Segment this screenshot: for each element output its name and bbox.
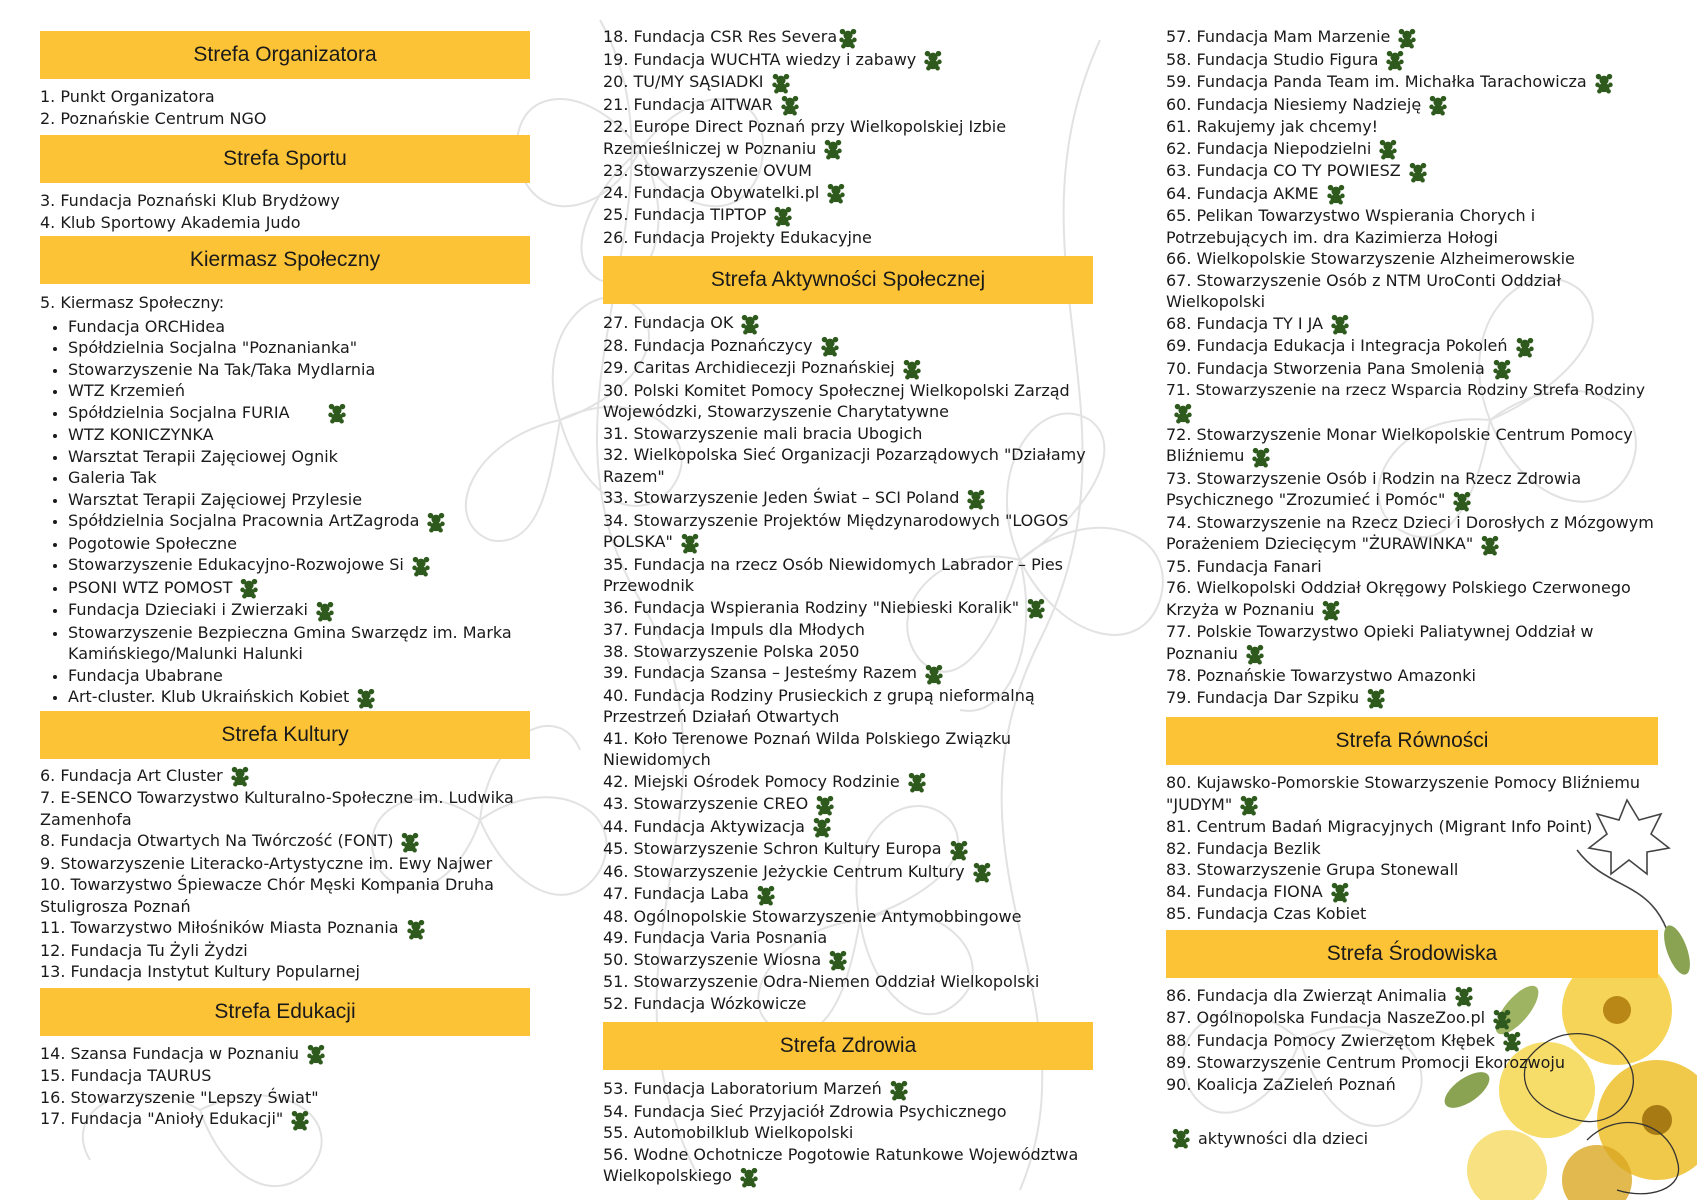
list-item: 88. Fundacja Pomocy Zwierzętom Kłębek: [1166, 1030, 1658, 1053]
list-intro: 5. Kiermasz Społeczny:: [40, 293, 225, 312]
list-item: 64. Fundacja AKME: [1166, 183, 1658, 206]
list-item: • Art-cluster. Klub Ukraińskich Kobiet: [68, 686, 530, 709]
list-item: 65. Pelikan Towarzystwo Wspierania Chorych i Potrzebujących im. dra Kazimierza Hołogi: [1166, 206, 1536, 247]
list-item: 35. Fundacja na rzecz Osób Niewidomych Labrador – Pies Przewodnik: [603, 554, 1064, 595]
section-header-zdrowia: Strefa Zdrowia: [603, 1022, 1093, 1070]
teddy-bear-icon: [1514, 336, 1536, 358]
teddy-bear-icon: [1407, 161, 1429, 183]
teddy-bear-icon: [738, 1166, 760, 1188]
teddy-bear-icon: [1491, 358, 1513, 380]
list-item: 39. Fundacja Szansa – Jesteśmy Razem: [603, 662, 1093, 685]
list-item: 60. Fundacja Niesiemy Nadzieję: [1166, 94, 1658, 117]
teddy-bear-icon: [1491, 1008, 1513, 1030]
list-item: 33. Stowarzyszenie Jeden Świat – SCI Poland: [603, 487, 1093, 510]
list-item: 15. Fundacja TAURUS: [40, 1066, 212, 1085]
list-item: 80. Kujawsko-Pomorskie Stowarzyszenie Pomocy Bliźniemu "JUDYM": [1166, 772, 1658, 816]
list-item: 90. Koalicja ZaZieleń Poznań: [1166, 1074, 1396, 1094]
list-item: 22. Europe Direct Poznań przy Wielkopolskiej Izbie Rzemieślniczej w Poznaniu: [603, 116, 1093, 160]
section-header-aktywnosci: Strefa Aktywności Społecznej: [603, 256, 1093, 304]
list-item: 17. Fundacja "Anioły Edukacji": [40, 1108, 530, 1131]
list-item: 61. Rakujemy jak chcemy!: [1166, 117, 1379, 136]
teddy-bear-icon: [819, 335, 841, 357]
list-item: 51. Stowarzyszenie Odra-Niemen Oddział Wielkopolski: [603, 972, 1040, 991]
list-item: 12. Fundacja Tu Żyli Żydzi: [40, 940, 248, 960]
section-header-srodowiska: Strefa Środowiska: [1166, 930, 1658, 978]
list-item: 16. Stowarzyszenie "Lepszy Świat": [40, 1087, 319, 1107]
list-item: 68. Fundacja TY I JA: [1166, 313, 1658, 336]
list-item: 69. Fundacja Edukacja i Integracja Pokoleń: [1166, 335, 1658, 358]
teddy-bear-icon: [814, 794, 836, 816]
section-header-sportu: Strefa Sportu: [40, 135, 530, 183]
list-item: • Warsztat Terapii Zajęciowej Ognik: [68, 446, 530, 468]
list-item: 58. Fundacja Studio Figura: [1166, 49, 1658, 72]
section-header-kultury: Strefa Kultury: [40, 711, 530, 759]
list-item: 14. Szansa Fundacja w Poznaniu: [40, 1043, 530, 1066]
list-item: 31. Stowarzyszenie mali bracia Ubogich: [603, 423, 923, 443]
list-item: 29. Caritas Archidiecezji Poznańskiej: [603, 357, 1093, 380]
teddy-bear-icon: [1427, 94, 1449, 116]
list-item: • WTZ KONICZYNKA: [68, 424, 530, 446]
teddy-bear-icon: [1329, 313, 1351, 335]
teddy-bear-icon: [901, 358, 923, 380]
list-item: 83. Stowarzyszenie Grupa Stonewall: [1166, 860, 1459, 879]
teddy-bear-icon: [770, 72, 792, 94]
list-item: 23. Stowarzyszenie OVUM: [603, 161, 812, 180]
list-item: 3. Fundacja Poznański Klub Brydżowy: [40, 191, 340, 210]
teddy-bear-icon: [1325, 183, 1347, 205]
teddy-bear-icon: [1250, 446, 1272, 468]
list-item: 2. Poznańskie Centrum NGO: [40, 108, 267, 128]
list-item: 19. Fundacja WUCHTA wiedzy i zabawy: [603, 49, 1093, 72]
list-item: 10. Towarzystwo Śpiewacze Chór Męski Kompania Druha Stuligrosza Poznań: [40, 875, 494, 916]
list-item: 21. Fundacja AITWAR: [603, 94, 1093, 117]
list-item: 89. Stowarzyszenie Centrum Promocji Ekorozwoju: [1166, 1053, 1565, 1072]
teddy-bear-icon: [923, 663, 945, 685]
list-item: 77. Polskie Towarzystwo Opieki Paliatywnej Oddział w Poznaniu: [1166, 621, 1658, 665]
teddy-bear-icon: [825, 182, 847, 204]
list-item: 41. Koło Terenowe Poznań Wilda Polskiego Związku Niewidomych: [603, 728, 1012, 769]
list-item: 59. Fundacja Panda Team im. Michałka Tarachowicza: [1166, 71, 1658, 94]
teddy-bear-icon: [755, 884, 777, 906]
list-item: 8. Fundacja Otwartych Na Twórczość (FONT): [40, 830, 530, 853]
kiermasz-list: [40, 316, 530, 709]
list-item: 30. Polski Komitet Pomocy Społecznej Wielkopolski Zarząd Wojewódzki, Stowarzyszenie Charytatywne: [603, 380, 1070, 421]
list-item: 46. Stowarzyszenie Jeżyckie Centrum Kultury: [603, 861, 1093, 884]
section-header-kiermasz: Kiermasz Społeczny: [40, 236, 530, 284]
teddy-bear-icon: [1025, 597, 1047, 619]
list-item: 75. Fundacja Fanari: [1166, 556, 1322, 576]
teddy-bear-icon: [922, 49, 944, 71]
list-item: 1. Punkt Organizatora: [40, 87, 215, 106]
teddy-bear-icon: [1170, 1127, 1192, 1149]
teddy-bear-icon: [1329, 881, 1351, 903]
teddy-bear-icon: [1453, 985, 1475, 1007]
list-item: • WTZ Krzemień: [68, 380, 530, 402]
teddy-bear-icon: [679, 532, 701, 554]
teddy-bear-icon: [229, 765, 251, 787]
teddy-bear-icon: [1396, 27, 1418, 49]
list-item: 43. Stowarzyszenie CREO: [603, 793, 1093, 816]
list-item: 28. Fundacja Poznańczycy: [603, 335, 1093, 358]
list-item: 11. Towarzystwo Miłośników Miasta Poznania: [40, 917, 530, 940]
column-2: [603, 26, 1093, 1188]
teddy-bear-icon: [405, 918, 427, 940]
list-item: 72. Stowarzyszenie Monar Wielkopolskie Centrum Pomocy Bliźniemu: [1166, 424, 1658, 468]
list-item: 13. Fundacja Instytut Kultury Popularnej: [40, 962, 360, 981]
teddy-bear-icon: [425, 511, 447, 533]
list-item: • Warsztat Terapii Zajęciowej Przylesie: [68, 489, 530, 511]
teddy-bear-icon: [326, 402, 348, 424]
list-item: 53. Fundacja Laboratorium Marzeń: [603, 1078, 1093, 1101]
list-item: 66. Wielkopolskie Stowarzyszenie Alzheimerowskie: [1166, 249, 1575, 268]
legend: [1170, 1127, 1368, 1149]
teddy-bear-icon: [1384, 49, 1406, 71]
list-item: 79. Fundacja Dar Szpiku: [1166, 687, 1658, 710]
list-item: 26. Fundacja Projekty Edukacyjne: [603, 227, 872, 247]
teddy-bear-icon: [410, 555, 432, 577]
list-item: 57. Fundacja Mam Marzenie: [1166, 26, 1658, 49]
teddy-bear-icon: [1501, 1030, 1523, 1052]
teddy-bear-icon: [1320, 599, 1342, 621]
list-item: 87. Ogólnopolska Fundacja NaszeZoo.pl: [1166, 1007, 1658, 1030]
list-item: 38. Stowarzyszenie Polska 2050: [603, 641, 860, 661]
teddy-bear-icon: [811, 816, 833, 838]
list-item: 25. Fundacja TIPTOP: [603, 204, 1093, 227]
list-item: • Fundacja Dzieciaki i Zwierzaki: [68, 599, 530, 622]
list-item: • Fundacja Ubabrane: [68, 665, 530, 687]
list-item: 50. Stowarzyszenie Wiosna: [603, 949, 1093, 972]
list-item: 20. TU/MY SĄSIADKI: [603, 71, 1093, 94]
teddy-bear-icon: [888, 1079, 910, 1101]
teddy-bear-icon: [739, 313, 761, 335]
list-item: • Spółdzielnia Socjalna FURIA: [68, 402, 530, 425]
list-item: 32. Wielkopolska Sieć Organizacji Pozarządowych "Działamy Razem": [603, 445, 1086, 486]
teddy-bear-icon: [971, 861, 993, 883]
list-item: 27. Fundacja OK: [603, 312, 1093, 335]
teddy-bear-icon: [837, 27, 859, 49]
column-3: [1166, 26, 1658, 1095]
list-item: 34. Stowarzyszenie Projektów Międzynarodowych "LOGOS POLSKA": [603, 510, 1093, 554]
list-item: 81. Centrum Badań Migracyjnych (Migrant Info Point): [1166, 817, 1593, 836]
list-item: • PSONI WTZ POMOST: [68, 577, 530, 600]
section-header-organizatora: Strefa Organizatora: [40, 31, 530, 79]
list-item: • Spółdzielnia Socjalna "Poznanianka": [68, 337, 530, 359]
teddy-bear-icon: [1593, 72, 1615, 94]
list-item: 6. Fundacja Art Cluster: [40, 765, 530, 788]
list-item: 49. Fundacja Varia Posnania: [603, 928, 828, 947]
legend-label: aktywności dla dzieci: [1198, 1128, 1369, 1148]
list-item: 44. Fundacja Aktywizacja: [603, 816, 1093, 839]
list-item: 4. Klub Sportowy Akademia Judo: [40, 212, 301, 232]
teddy-bear-icon: [355, 687, 377, 709]
teddy-bear-icon: [772, 205, 794, 227]
teddy-bear-icon: [1365, 687, 1387, 709]
teddy-bear-icon: [1479, 534, 1501, 556]
list-item: 63. Fundacja CO TY POWIESZ: [1166, 160, 1658, 183]
list-item: 54. Fundacja Sieć Przyjaciół Zdrowia Psychicznego: [603, 1101, 1007, 1121]
teddy-bear-icon: [399, 831, 421, 853]
list-item: • Stowarzyszenie Edukacyjno-Rozwojowe Si: [68, 554, 530, 577]
list-item: • Spółdzielnia Socjalna Pracownia ArtZagroda: [68, 510, 530, 533]
list-item: 84. Fundacja FIONA: [1166, 881, 1658, 904]
list-item: 82. Fundacja Bezlik: [1166, 838, 1321, 858]
list-item: 48. Ogólnopolskie Stowarzyszenie Antymobbingowe: [603, 906, 1022, 926]
list-item: 67. Stowarzyszenie Osób z NTM UroConti Oddział Wielkopolski: [1166, 270, 1561, 311]
teddy-bear-icon: [1172, 402, 1194, 424]
list-item: 62. Fundacja Niepodzielni: [1166, 138, 1658, 161]
list-item: 37. Fundacja Impuls dla Młodych: [603, 620, 865, 639]
section-header-rownosci: Strefa Równości: [1166, 717, 1658, 765]
teddy-bear-icon: [238, 577, 260, 599]
list-item: 45. Stowarzyszenie Schron Kultury Europa: [603, 838, 1093, 861]
teddy-bear-icon: [779, 94, 801, 116]
teddy-bear-icon: [1451, 490, 1473, 512]
list-item: • Fundacja ORCHidea: [68, 316, 530, 338]
list-item: 55. Automobilklub Wielkopolski: [603, 1123, 854, 1142]
list-item: 36. Fundacja Wspierania Rodziny "Niebieski Koralik": [603, 597, 1093, 620]
list-item: • Galeria Tak: [68, 467, 530, 489]
list-item: 71. Stowarzyszenie na rzecz Wsparcia Rodziny Strefa Rodziny: [1166, 380, 1658, 424]
list-item: 9. Stowarzyszenie Literacko-Artystyczne im. Ewy Najwer: [40, 853, 493, 873]
list-item: 73. Stowarzyszenie Osób i Rodzin na Rzecz Zdrowia Psychicznego "Zrozumieć i Pomóc": [1166, 468, 1658, 512]
teddy-bear-icon: [948, 839, 970, 861]
teddy-bear-icon: [827, 949, 849, 971]
section-header-edukacji: Strefa Edukacji: [40, 988, 530, 1036]
teddy-bear-icon: [822, 138, 844, 160]
list-item: 24. Fundacja Obywatelki.pl: [603, 182, 1093, 205]
list-item: 76. Wielkopolski Oddział Okręgowy Polskiego Czerwonego Krzyża w Poznaniu: [1166, 577, 1658, 621]
teddy-bear-icon: [289, 1109, 311, 1131]
list-item: 70. Fundacja Stworzenia Pana Smolenia: [1166, 358, 1658, 381]
teddy-bear-icon: [1244, 643, 1266, 665]
list-item: 7. E-SENCO Towarzystwo Kulturalno-Społeczne im. Ludwika Zamenhofa: [40, 788, 514, 829]
list-item: • Stowarzyszenie Na Tak/Taka Mydlarnia: [68, 359, 530, 381]
teddy-bear-icon: [965, 488, 987, 510]
teddy-bear-icon: [314, 600, 336, 622]
teddy-bear-icon: [906, 771, 928, 793]
list-item: • Stowarzyszenie Bezpieczna Gmina Swarzędz im. Marka Kamińskiego/Malunki Halunki: [68, 622, 530, 665]
list-item: 85. Fundacja Czas Kobiet: [1166, 904, 1367, 923]
list-item: 40. Fundacja Rodziny Prusieckich z grupą nieformalną Przestrzeń Działań Otwartych: [603, 685, 1035, 726]
teddy-bear-icon: [1238, 794, 1260, 816]
list-item: 56. Wodne Ochotnicze Pogotowie Ratunkowe Województwa Wielkopolskiego: [603, 1144, 1093, 1188]
teddy-bear-icon: [305, 1043, 327, 1065]
list-item: 86. Fundacja dla Zwierząt Animalia: [1166, 985, 1658, 1008]
list-item: • Pogotowie Społeczne: [68, 533, 530, 555]
list-item: 78. Poznańskie Towarzystwo Amazonki: [1166, 666, 1476, 685]
column-1: [40, 0, 530, 1131]
list-item: 74. Stowarzyszenie na Rzecz Dzieci i Dorosłych z Mózgowym Porażeniem Dziecięcym "ŻURAWINKA": [1166, 512, 1658, 556]
list-item: 52. Fundacja Wózkowicze: [603, 993, 807, 1013]
list-item: 18. Fundacja CSR Res Severa: [603, 26, 1093, 49]
teddy-bear-icon: [1377, 138, 1399, 160]
list-item: 47. Fundacja Laba: [603, 883, 1093, 906]
list-item: 42. Miejski Ośrodek Pomocy Rodzinie: [603, 771, 1093, 794]
